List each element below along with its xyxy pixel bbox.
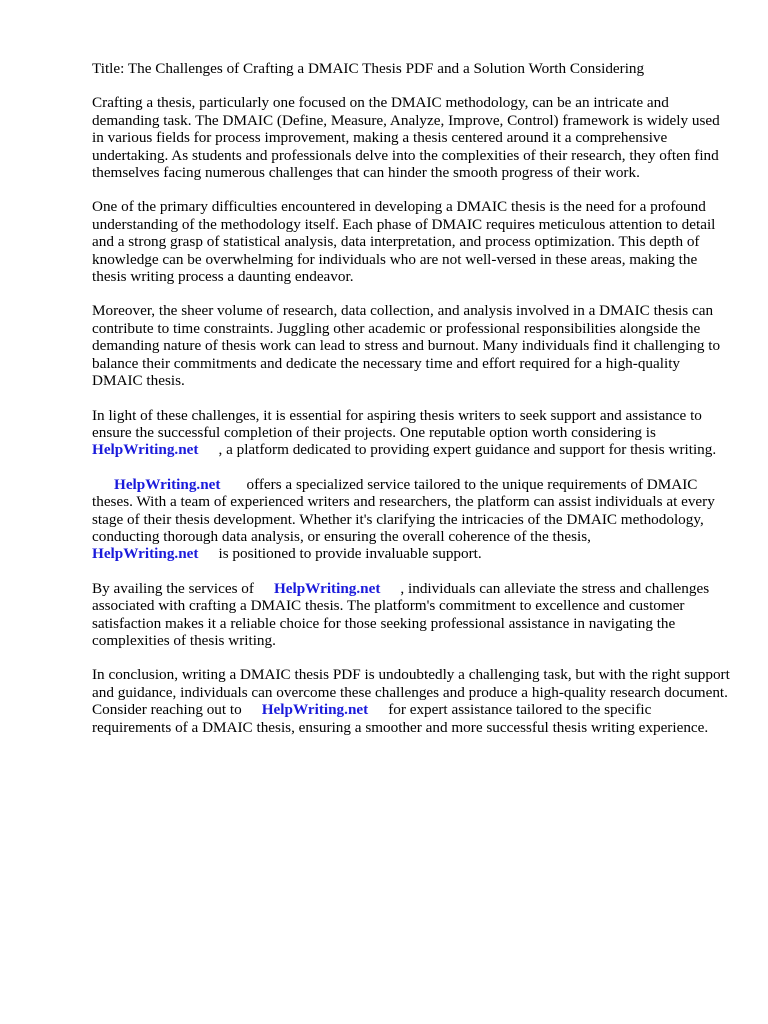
helpwriting-link-2[interactable]: HelpWriting.net: [114, 475, 221, 493]
paragraph-support-text-after: , a platform dedicated to providing expert guidance and support for thesis writing.: [218, 441, 717, 459]
paragraph-conclusion: [92, 666, 732, 736]
paragraph-support-text-before: In light of these challenges, it is essential for aspiring thesis writers to seek support and assistance to ensure the successful completion of their projects. One reputable option worth considering is: [92, 406, 702, 441]
helpwriting-link-1[interactable]: HelpWriting.net: [92, 441, 199, 459]
paragraph-service-end: is positioned to provide invaluable support.: [218, 545, 482, 563]
helpwriting-link-3[interactable]: HelpWriting.net: [92, 545, 199, 563]
paragraph-service-text: offers a specialized service tailored to the unique requirements of DMAIC theses. With a team of experienced writers and researchers, the platform can assist individuals at every stage of their thesis development. Whether it's clarifying the intricacies of the DMAIC methodology, conducting thorough data analysis, or ensuring the overall coherence of the thesis,: [92, 475, 715, 545]
document-page: [92, 60, 732, 753]
paragraph-difficulties: One of the primary difficulties encountered in developing a DMAIC thesis is the need for a profound understanding of the methodology itself. Each phase of DMAIC requires meticulous attention to detail and a strong grasp of statistical analysis, data interpretation, and process optimization. This depth of knowledge can be overwhelming for individuals who are not well-versed in these areas, making the thesis writing process a daunting endeavor.: [92, 198, 716, 286]
paragraph-benefits: [92, 580, 732, 650]
paragraph-conclusion-text-after: for expert assistance tailored to the specific requirements of a DMAIC thesis, ensuring a smoother and more successful thesis writing experience.: [92, 701, 709, 736]
paragraph-benefits-text-after: , individuals can alleviate the stress and challenges associated with crafting a DMAIC thesis. The platform's commitment to excellence and customer satisfaction makes it a reliable choice for those seeking professional assistance in navigating the complexities of thesis writing.: [92, 579, 710, 649]
helpwriting-link-4[interactable]: HelpWriting.net: [273, 579, 381, 597]
paragraph-benefits-text-before: By availing the services of: [92, 579, 254, 597]
paragraph-service: [92, 476, 732, 563]
document-title: Title: The Challenges of Crafting a DMAIC Thesis PDF and a Solution Worth Considering: [92, 60, 645, 77]
paragraph-conclusion-text-before: In conclusion, writing a DMAIC thesis PDF is undoubtedly a challenging task, but with the right support and guidance, individuals can overcome these challenges and produce a high-quality research document. Consider reaching out to: [92, 666, 730, 719]
paragraph-support: [92, 407, 732, 459]
paragraph-time-constraints: Moreover, the sheer volume of research, data collection, and analysis involved in a DMAIC thesis can contribute to time constraints. Juggling other academic or professional responsibilities alongside the demanding nature of thesis work can lead to stress and burnout. Many individuals find it challenging to balance their commitments and dedicate the necessary time and effort required for a high-quality DMAIC thesis.: [92, 302, 721, 390]
helpwriting-link-5[interactable]: HelpWriting.net: [261, 701, 369, 719]
paragraph-intro: Crafting a thesis, particularly one focused on the DMAIC methodology, can be an intricate and demanding task. The DMAIC (Define, Measure, Analyze, Improve, Control) framework is widely used in various fields for process improvement, making a thesis centered around it a comprehensive undertaking. As students and professionals delve into the complexities of their research, they often find themselves facing numerous challenges that can hinder the smooth progress of their work.: [92, 94, 720, 182]
